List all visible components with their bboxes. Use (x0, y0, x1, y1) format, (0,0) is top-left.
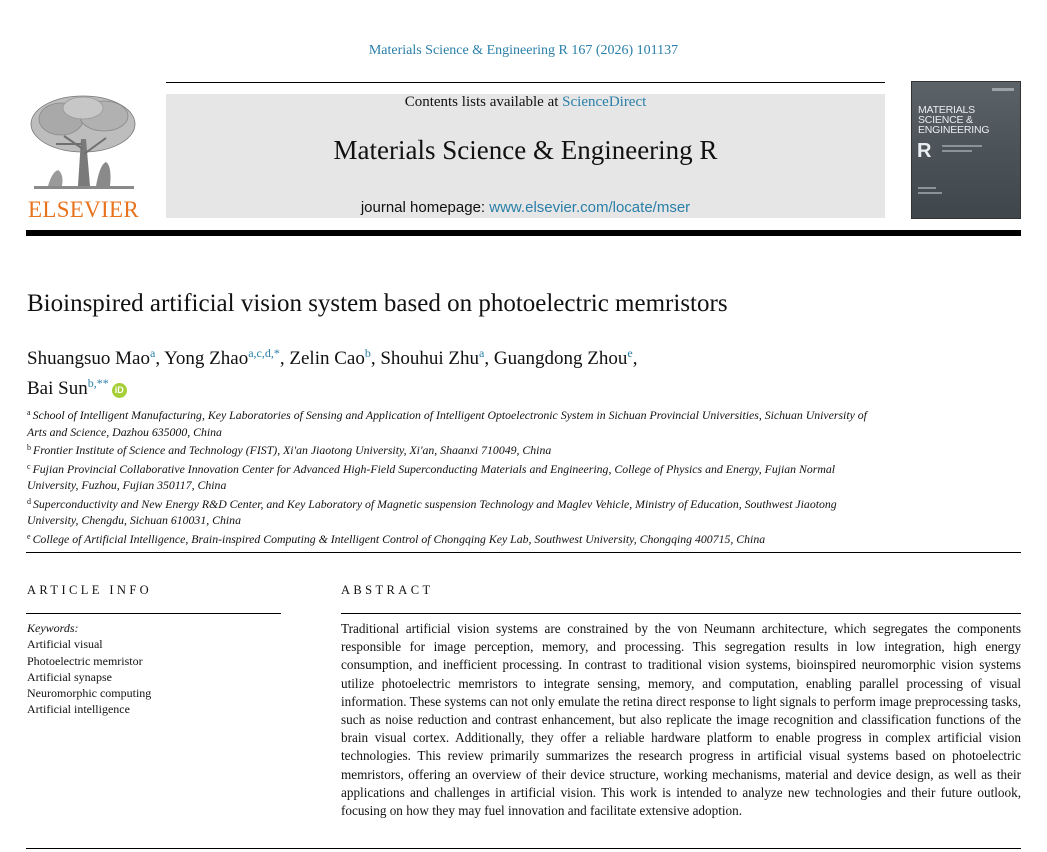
affiliation-item (27, 459, 887, 494)
keyword-item: Artificial synapse (27, 669, 112, 684)
affiliation-key: d (27, 496, 31, 506)
orcid-icon[interactable]: iD (112, 383, 127, 398)
affiliation-key: e (27, 531, 31, 541)
section-rule (26, 552, 1021, 553)
affiliation-text: Superconductivity and New Energy R&D Center, and Key Laboratory of Magnetic suspension Technology and Maglev Vehicle, Ministry of Education, Southwest Jiaotong University, Chengdu, Sichuan 610031, China (27, 496, 837, 527)
homepage-prefix: journal homepage: (360, 199, 490, 216)
keyword-item: Neuromorphic computing (27, 686, 152, 701)
cover-title (918, 105, 1018, 135)
keyword-item: Photoelectric memristor (27, 653, 143, 668)
keyword-item: Artificial intelligence (27, 702, 130, 717)
author-affiliation-marker[interactable]: a (149, 346, 156, 360)
article-info-rule (26, 613, 281, 614)
homepage-link[interactable]: www.elsevier.com/locate/mser (489, 199, 691, 216)
journal-cover[interactable] (911, 81, 1021, 219)
article-info-heading: ARTICLE INFO (27, 583, 153, 597)
author-name[interactable]: Shouhui Zhu (380, 348, 480, 369)
cover-decoration (992, 88, 1014, 91)
author-affiliation-marker[interactable]: b,** (87, 376, 109, 390)
author-name[interactable]: Guangdong Zhou (493, 348, 628, 369)
article-title: Bioinspired artificial vision system based on photoelectric memristors (27, 290, 728, 317)
affiliation-key: b (27, 443, 31, 452)
abstract-heading: ABSTRACT (341, 583, 434, 597)
keywords-label: Keywords: (27, 621, 79, 635)
affiliation-item (27, 405, 887, 440)
cover-title-line: SCIENCE & (918, 114, 973, 126)
affiliation-list (27, 405, 887, 547)
author-affiliation-marker[interactable]: a,c,d,* (248, 346, 280, 360)
author-name[interactable]: Yong Zhao (164, 348, 249, 369)
journal-citation[interactable]: Materials Science & Engineering R 167 (2026) 101137 (368, 43, 679, 58)
affiliation-text: Fujian Provincial Collaborative Innovation Center for Advanced High-Field Superconducting Materials and Engineering, College of Physics and Energy, Fujian Normal University, Fuzhou, Fujian 350117, China (27, 461, 836, 492)
header-rule (166, 82, 885, 83)
publisher-wordmark: ELSEVIER (28, 197, 139, 222)
keyword-list (27, 620, 277, 718)
affiliation-text: School of Intelligent Manufacturing, Key Laboratories of Sensing and Application of Intelligent Optoelectronic System in Sichuan Provincial Universities, Sichuan University of Arts and Science, Dazhou 635000, China (27, 408, 867, 439)
tree-icon (26, 94, 141, 194)
contents-prefix: Contents lists available at (404, 94, 563, 110)
footer-rule (26, 848, 1021, 849)
affiliation-text: College of Artificial Intelligence, Brain-inspired Computing & Intelligent Control of Chongqing Key Lab, Southwest University, Chongqing 400715, China (32, 531, 766, 546)
keyword-item: Artificial visual (27, 637, 103, 652)
affiliation-item (27, 440, 887, 459)
homepage-line (166, 199, 885, 216)
author-affiliation-marker[interactable]: b (364, 346, 371, 360)
author-affiliation-marker[interactable]: a (479, 346, 485, 360)
journal-name: Materials Science & Engineering R (333, 135, 718, 165)
cover-title-line: ENGINEERING (918, 124, 990, 136)
author-list: Shuangsuo Mao$^a$, Yong Zhao$^{a,c,d,*}$, Zelin Cao$^b$, Shouhui Zhu$^a$, Guangdong Zhou$^e$, Bai Sun$^{b,**}$ iD (27, 346, 638, 399)
affiliation-item (27, 529, 887, 548)
author-affiliation-marker[interactable]: e (627, 346, 633, 360)
affiliation-text: Frontier Institute of Science and Technology (FIST), Xi'an Jiaotong University, Xi'an, Shaanxi 710049, China (33, 443, 552, 457)
abstract-text: Traditional artificial vision systems are constrained by the von Neumann architecture, which segregates the components responsible for image perception, memory, and processing. This segregation results in low integration, high energy consumption, and inefficient processing. In contrast to traditional vision systems, bioinspired neuromorphic vision systems utilize photoelectric memristors to integrate sensing, memory, and computation, enabling parallel processing of visual information. These systems can not only emulate the retina direct response to light signals to perform image preprocessing tasks, such as noise reduction and contrast enhancement, but also replicate the image recognition and classification functions of the brain visual cortex. Additionally, they offer a reliable hardware platform to enable progress in complex artificial vision technologies. This review primarily summarizes the research progress in artificial visual systems based on photoelectric memristors, offering an overview of their device structure, working mechanisms, material and device design, as well as their applications and challenges in artificial vision. This work is intended to analyze new technologies and their future outlook, focusing on how they may fuel innovation and facilitate extensive adoption. (341, 621, 1021, 819)
cover-decoration (918, 192, 942, 194)
header-thick-rule (26, 230, 1021, 236)
journal-banner (166, 94, 885, 218)
abstract-rule (341, 613, 1021, 614)
sciencedirect-link[interactable]: ScienceDirect (562, 94, 647, 110)
cover-decoration (942, 145, 982, 147)
author-name[interactable]: Zelin Cao (289, 348, 365, 369)
cover-decoration (942, 150, 972, 152)
cover-title-line: MATERIALS (918, 104, 975, 116)
author-name[interactable]: Shuangsuo Mao (27, 348, 150, 369)
author-name[interactable]: Bai Sun (27, 378, 88, 399)
affiliation-key: c (27, 461, 31, 471)
publisher-logo[interactable] (26, 94, 141, 220)
contents-line (166, 94, 885, 111)
affiliation-key: a (27, 408, 31, 417)
cover-decoration (918, 187, 936, 189)
affiliation-item (27, 494, 887, 529)
cover-letter: R (917, 140, 932, 162)
